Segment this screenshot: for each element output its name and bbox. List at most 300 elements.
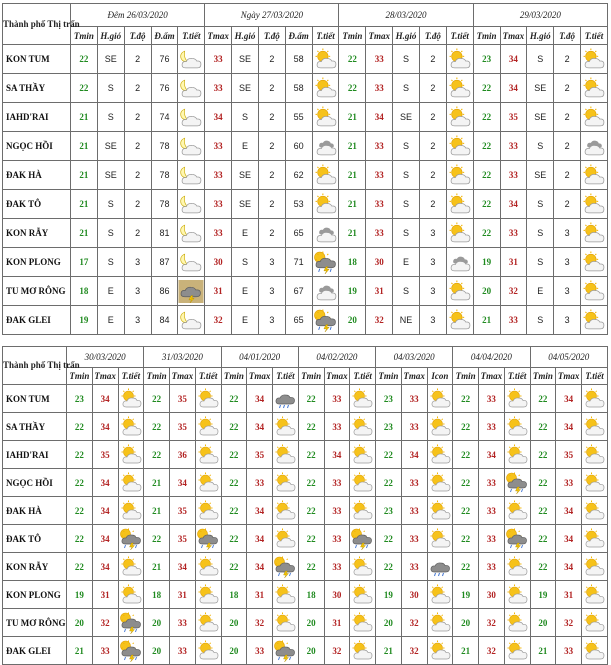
value: S <box>97 74 124 103</box>
weather-cell <box>118 385 144 413</box>
weather-cell <box>195 525 221 553</box>
column-header: Tmin <box>144 368 170 385</box>
weather-cell <box>582 469 608 497</box>
tmax-value: 34 <box>92 413 118 441</box>
thunder-rain-icon <box>273 556 298 578</box>
tmax-value: 30 <box>205 248 232 277</box>
value: S <box>393 74 420 103</box>
weather-cell <box>427 385 453 413</box>
column-header: Tmin <box>67 368 93 385</box>
weather-cell <box>118 609 144 637</box>
tmax-value: 34 <box>92 525 118 553</box>
column-header: Icon <box>427 368 453 385</box>
partly-cloudy-icon <box>582 612 607 634</box>
value: 3 <box>419 277 446 306</box>
weather-cell <box>446 161 473 190</box>
column-header: H.gió <box>232 27 259 45</box>
partly-cloudy-icon <box>505 556 530 578</box>
weather-cell <box>446 306 473 335</box>
column-header: T.tiết <box>312 27 339 45</box>
weather-cell <box>195 581 221 609</box>
partly-cloudy-icon <box>428 472 453 494</box>
tmax-value: 34 <box>205 103 232 132</box>
tmin-value: 22 <box>453 469 479 497</box>
weather-cell <box>504 553 530 581</box>
tmax-value: 33 <box>401 553 427 581</box>
value: 2 <box>124 74 151 103</box>
tmin-value: 19 <box>71 306 98 335</box>
tmin-value: 22 <box>221 497 247 525</box>
tmax-value: 33 <box>92 637 118 665</box>
cloudy-icon <box>313 222 339 245</box>
tmin-value: 22 <box>339 74 366 103</box>
value: S <box>527 219 554 248</box>
tmax-value: 33 <box>324 497 350 525</box>
tmax-value: 30 <box>366 248 393 277</box>
tmax-value: 34 <box>247 497 273 525</box>
weather-cell <box>427 637 453 665</box>
tmin-value: 22 <box>473 74 500 103</box>
value: S <box>527 190 554 219</box>
value: S <box>527 132 554 161</box>
city-header: Thành phố Thị trấn <box>3 4 71 45</box>
weather-cell <box>312 45 339 74</box>
weather-cell <box>504 441 530 469</box>
weather-cell <box>427 609 453 637</box>
weather-cell <box>312 132 339 161</box>
value: 2 <box>124 161 151 190</box>
value: 2 <box>419 132 446 161</box>
tmin-value: 22 <box>67 413 93 441</box>
weather-cell <box>427 497 453 525</box>
partly-cloudy-icon <box>447 193 473 216</box>
weather-cell <box>446 190 473 219</box>
partly-cloudy-icon <box>119 556 144 578</box>
tmin-value: 21 <box>339 103 366 132</box>
value: 78 <box>151 190 178 219</box>
value: 2 <box>554 132 581 161</box>
tmax-value: 34 <box>170 553 196 581</box>
value: 2 <box>419 103 446 132</box>
column-header: T.độ <box>124 27 151 45</box>
tmax-value: 35 <box>170 413 196 441</box>
city-name: ĐAK TÔ <box>3 525 67 553</box>
weather-cell <box>118 441 144 469</box>
weather-cell <box>273 525 299 553</box>
weather-cell <box>581 248 608 277</box>
weather-cell <box>312 248 339 277</box>
tmin-value: 23 <box>67 385 93 413</box>
tmax-value: 33 <box>324 413 350 441</box>
value: 53 <box>285 190 312 219</box>
column-header: T.tiết <box>504 368 530 385</box>
tmax-value: 34 <box>170 469 196 497</box>
tmin-value: 22 <box>376 469 402 497</box>
tmax-value: 30 <box>401 581 427 609</box>
weather-cell <box>504 609 530 637</box>
tmin-value: 20 <box>298 609 324 637</box>
value: S <box>393 45 420 74</box>
weather-cell <box>273 553 299 581</box>
weather-cell <box>581 132 608 161</box>
weather-cell <box>581 190 608 219</box>
partly-cloudy-icon <box>505 584 530 606</box>
tmin-value: 21 <box>453 637 479 665</box>
weather-cell <box>195 609 221 637</box>
tmax-value: 35 <box>500 103 527 132</box>
thunder-rain-icon <box>505 528 530 550</box>
weather-cell <box>582 525 608 553</box>
tmax-value: 34 <box>479 441 505 469</box>
tmin-value: 20 <box>221 637 247 665</box>
value: 58 <box>285 74 312 103</box>
tmin-value: 20 <box>144 609 170 637</box>
table-row <box>3 277 608 306</box>
weather-cell <box>581 161 608 190</box>
value: S <box>527 248 554 277</box>
weather-cell <box>350 441 376 469</box>
date-header: 31/03/2020 <box>144 347 221 368</box>
tmin-value: 19 <box>376 581 402 609</box>
value: 55 <box>285 103 312 132</box>
city-name: ĐAK HÀ <box>3 497 67 525</box>
thunder-rain-icon <box>273 640 298 662</box>
value: 81 <box>151 219 178 248</box>
value: 2 <box>258 161 285 190</box>
cloud-moon-icon <box>178 251 204 274</box>
tmax-value: 34 <box>92 553 118 581</box>
weather-cell <box>350 469 376 497</box>
tmin-value: 23 <box>376 497 402 525</box>
tmax-value: 31 <box>170 581 196 609</box>
tmax-value: 32 <box>247 609 273 637</box>
tmin-value: 22 <box>530 497 556 525</box>
weather-cell <box>582 413 608 441</box>
forecast-table-2 <box>2 346 608 665</box>
cloudy-icon <box>447 251 473 274</box>
table-row <box>3 132 608 161</box>
tmax-value: 32 <box>479 637 505 665</box>
tmax-value: 33 <box>479 525 505 553</box>
tmin-value: 21 <box>71 132 98 161</box>
tmax-value: 30 <box>479 581 505 609</box>
value: SE <box>527 161 554 190</box>
table-row <box>3 103 608 132</box>
column-header: T.tiết <box>581 27 608 45</box>
tmin-value: 22 <box>473 161 500 190</box>
value: E <box>232 306 259 335</box>
tmax-value: 33 <box>366 161 393 190</box>
city-name: ĐAK GLEI <box>3 306 71 335</box>
cloudy-icon <box>313 280 339 303</box>
weather-cell <box>178 219 205 248</box>
tmax-value: 33 <box>324 385 350 413</box>
tmin-value: 19 <box>339 277 366 306</box>
tmax-value: 31 <box>366 277 393 306</box>
partly-cloudy-icon <box>119 388 144 410</box>
weather-cell <box>350 525 376 553</box>
partly-cloudy-icon <box>350 640 375 662</box>
value: 2 <box>124 190 151 219</box>
tmin-value: 22 <box>67 441 93 469</box>
tmin-value: 22 <box>221 553 247 581</box>
table-row <box>3 306 608 335</box>
table-row <box>3 385 608 413</box>
value: S <box>527 306 554 335</box>
tmax-value: 31 <box>324 609 350 637</box>
date-header: 04/04/2020 <box>453 347 530 368</box>
tmax-value: 33 <box>401 385 427 413</box>
partly-cloudy-icon <box>505 640 530 662</box>
weather-cell <box>195 637 221 665</box>
partly-cloudy-icon <box>196 584 221 606</box>
value: NE <box>393 306 420 335</box>
value: 2 <box>124 132 151 161</box>
value: S <box>393 161 420 190</box>
partly-cloudy-icon <box>447 48 473 71</box>
tmax-value: 34 <box>366 103 393 132</box>
table-row <box>3 248 608 277</box>
partly-cloudy-icon <box>581 77 607 100</box>
column-header: T.tiết <box>350 368 376 385</box>
city-name: KON PLONG <box>3 581 67 609</box>
column-header: Tmax <box>366 27 393 45</box>
tmax-value: 35 <box>556 441 582 469</box>
column-header: T.độ <box>419 27 446 45</box>
tmax-value: 34 <box>247 525 273 553</box>
partly-cloudy-icon <box>196 500 221 522</box>
column-header: H.gió <box>393 27 420 45</box>
value: 2 <box>258 132 285 161</box>
value: 2 <box>554 161 581 190</box>
partly-cloudy-icon <box>505 612 530 634</box>
weather-cell <box>582 581 608 609</box>
tmax-value: 31 <box>205 277 232 306</box>
tmin-value: 21 <box>71 103 98 132</box>
thunder-rain-icon <box>119 528 144 550</box>
tmin-value: 22 <box>453 525 479 553</box>
date-header: 04/03/2020 <box>376 347 453 368</box>
partly-cloudy-icon <box>313 77 339 100</box>
city-name: KON RẪY <box>3 219 71 248</box>
weather-cell <box>427 525 453 553</box>
partly-cloudy-icon <box>196 388 221 410</box>
tmax-value: 35 <box>170 385 196 413</box>
tmin-value: 21 <box>339 219 366 248</box>
weather-cell <box>350 581 376 609</box>
tmin-value: 22 <box>298 441 324 469</box>
city-name: NGỌC HỒI <box>3 132 71 161</box>
partly-cloudy-icon <box>196 472 221 494</box>
value: 3 <box>124 306 151 335</box>
table-row <box>3 497 608 525</box>
table-row <box>3 74 608 103</box>
column-header: Tmax <box>479 368 505 385</box>
partly-cloudy-icon <box>350 472 375 494</box>
partly-cloudy-icon <box>313 164 339 187</box>
value: 3 <box>124 248 151 277</box>
tmax-value: 34 <box>247 385 273 413</box>
tmin-value: 22 <box>67 525 93 553</box>
weather-cell <box>581 277 608 306</box>
partly-cloudy-icon <box>313 193 339 216</box>
tmax-value: 33 <box>479 385 505 413</box>
value: SE <box>527 103 554 132</box>
weather-cell <box>581 306 608 335</box>
partly-cloudy-icon <box>581 106 607 129</box>
weather-cell <box>178 190 205 219</box>
column-header: T.tiết <box>582 368 608 385</box>
weather-cell <box>582 637 608 665</box>
tmin-value: 21 <box>473 306 500 335</box>
value: 3 <box>554 306 581 335</box>
tmax-value: 36 <box>170 441 196 469</box>
weather-cell <box>446 277 473 306</box>
column-header: Tmin <box>71 27 98 45</box>
tmin-value: 23 <box>473 45 500 74</box>
date-header: 04/05/2020 <box>530 347 608 368</box>
partly-cloudy-icon <box>350 584 375 606</box>
weather-cell <box>273 385 299 413</box>
column-header: Tmax <box>556 368 582 385</box>
tmax-value: 33 <box>479 469 505 497</box>
tmax-value: 33 <box>500 306 527 335</box>
city-name: ĐAK TÔ <box>3 190 71 219</box>
cloud-moon-icon <box>178 309 204 332</box>
weather-cell <box>427 469 453 497</box>
value: S <box>527 45 554 74</box>
tmax-value: 35 <box>247 441 273 469</box>
tmin-value: 23 <box>376 385 402 413</box>
partly-cloudy-icon <box>581 164 607 187</box>
weather-cell <box>273 469 299 497</box>
tmin-value: 23 <box>376 413 402 441</box>
partly-cloudy-icon <box>582 416 607 438</box>
tmin-value: 22 <box>71 45 98 74</box>
weather-cell <box>118 469 144 497</box>
value: 2 <box>554 103 581 132</box>
tmin-value: 22 <box>221 441 247 469</box>
value: 3 <box>258 306 285 335</box>
partly-cloudy-icon <box>119 444 144 466</box>
column-header: Tmin <box>339 27 366 45</box>
column-header: H.gió <box>527 27 554 45</box>
city-name: IAHD'RAI <box>3 441 67 469</box>
thunder-rain-icon <box>119 640 144 662</box>
cloud-moon-icon <box>178 106 204 129</box>
weather-cell <box>350 609 376 637</box>
value: 2 <box>419 190 446 219</box>
tmin-value: 22 <box>221 525 247 553</box>
value: SE <box>97 132 124 161</box>
partly-cloudy-icon <box>119 416 144 438</box>
column-header: H.gió <box>97 27 124 45</box>
value: 78 <box>151 161 178 190</box>
weather-cell <box>178 103 205 132</box>
tmax-value: 33 <box>205 219 232 248</box>
partly-cloudy-icon <box>119 500 144 522</box>
value: 76 <box>151 74 178 103</box>
value: 62 <box>285 161 312 190</box>
partly-cloudy-icon <box>505 500 530 522</box>
value: SE <box>232 161 259 190</box>
weather-cell <box>446 219 473 248</box>
city-name: KON RẪY <box>3 553 67 581</box>
partly-cloudy-icon <box>273 528 298 550</box>
tmin-value: 20 <box>221 609 247 637</box>
weather-cell <box>427 413 453 441</box>
tmin-value: 20 <box>144 637 170 665</box>
weather-cell <box>273 609 299 637</box>
cloud-moon-icon <box>178 164 204 187</box>
tmin-value: 22 <box>376 553 402 581</box>
value: S <box>232 103 259 132</box>
partly-cloudy-icon <box>447 77 473 100</box>
cloudy-rain-icon <box>273 388 298 410</box>
cloud-moon-icon <box>178 222 204 245</box>
partly-cloudy-icon <box>196 416 221 438</box>
tmin-value: 20 <box>473 277 500 306</box>
weather-cell <box>178 161 205 190</box>
tmax-value: 32 <box>366 306 393 335</box>
tmax-value: 32 <box>205 306 232 335</box>
value: 71 <box>285 248 312 277</box>
weather-cell <box>504 637 530 665</box>
tmax-value: 31 <box>247 581 273 609</box>
thunder-rain-icon <box>313 251 339 274</box>
weather-cell <box>118 413 144 441</box>
tmin-value: 22 <box>144 441 170 469</box>
tmin-value: 22 <box>453 413 479 441</box>
column-header: Tmin <box>221 368 247 385</box>
value: 3 <box>258 277 285 306</box>
tmin-value: 22 <box>221 413 247 441</box>
value: S <box>97 219 124 248</box>
weather-cell <box>582 385 608 413</box>
tmin-value: 22 <box>530 469 556 497</box>
tmax-value: 31 <box>556 581 582 609</box>
tmin-value: 21 <box>144 497 170 525</box>
tmin-value: 21 <box>530 637 556 665</box>
tmin-value: 22 <box>473 103 500 132</box>
tmax-value: 35 <box>92 441 118 469</box>
tmax-value: 34 <box>500 45 527 74</box>
weather-cell <box>504 469 530 497</box>
tmin-value: 22 <box>298 469 324 497</box>
tmin-value: 22 <box>530 413 556 441</box>
tmin-value: 21 <box>376 637 402 665</box>
tmin-value: 21 <box>71 219 98 248</box>
weather-cell <box>178 277 205 306</box>
tmax-value: 33 <box>366 132 393 161</box>
tmin-value: 22 <box>530 385 556 413</box>
tmax-value: 32 <box>479 609 505 637</box>
tmax-value: 33 <box>479 413 505 441</box>
weather-cell <box>195 441 221 469</box>
value: 2 <box>554 190 581 219</box>
value: 2 <box>554 74 581 103</box>
weather-cell <box>178 248 205 277</box>
weather-cell <box>504 497 530 525</box>
weather-cell <box>446 132 473 161</box>
value: 58 <box>285 45 312 74</box>
column-header: Tmax <box>401 368 427 385</box>
value: 2 <box>419 74 446 103</box>
tmax-value: 35 <box>170 497 196 525</box>
weather-cell <box>118 553 144 581</box>
value: SE <box>232 74 259 103</box>
column-header: Tmax <box>247 368 273 385</box>
